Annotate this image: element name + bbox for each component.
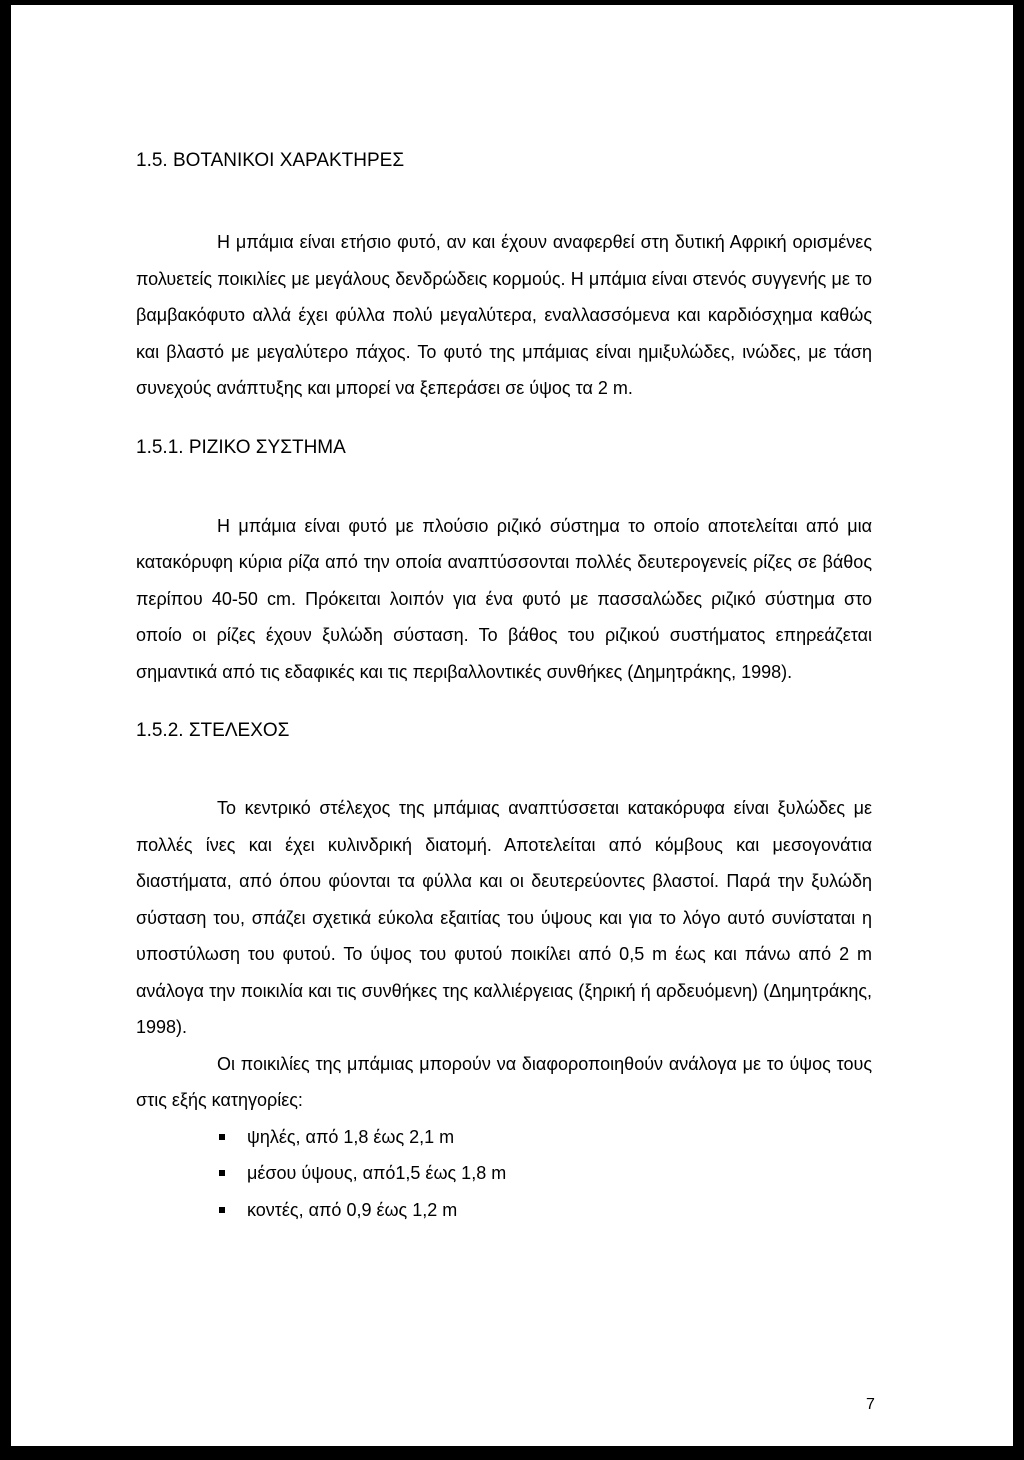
- subsection-heading-root: 1.5.1. ΡΙΖΙΚΟ ΣΥΣΤΗΜΑ: [136, 436, 346, 458]
- list-item: [136, 1119, 872, 1156]
- list-item-text: κοντές, από 0,9 έως 1,2 m: [247, 1199, 458, 1220]
- root-paragraph: Η μπάμια είναι φυτό με πλούσιο ριζικό σύστημα το οποίο αποτελείται από μια κατακόρυφη κύρια ρίζα από την οποία αναπτύσσονται πολλές δευτερογενείς ρίζες σε βάθος περίπου 40-50 cm. Πρόκειται λοιπόν για ένα φυτό με πασσαλώδες ριζικό σύστημα στο οποίο οι ρίζες έχουν ξυλώδη σύσταση. Το βάθος του ριζικού συστήματος επηρεάζεται σημαντικά από τις εδαφικές και τις περιβαλλοντικές συνθήκες (Δημητράκης, 1998).: [136, 515, 872, 682]
- section-heading-botanical: 1.5. ΒΟΤΑΝΙΚΟΙ ΧΑΡΑΚΤΗΡΕΣ: [136, 150, 405, 171]
- stem-paragraph: Το κεντρικό στέλεχος της μπάμιας αναπτύσσεται κατακόρυφα είναι ξυλώδες με πολλές ίνες και έχει κυλινδρική διατομή. Αποτελείται από κόμβους και μεσογονάτια διαστήματα, από όπου φύονται τα φύλλα και οι δευτερεύοντες βλαστοί. Παρά την ξυλώδη σύσταση του, σπάζει σχετικά εύκολα εξαιτίας του ύψους και για το λόγο αυτό συνίσταται η υποστύλωση του φυτού. Το ύψος του φυτού ποικίλει από 0,5 m έως και πάνω από 2 m ανάλογα την ποικιλία και τις συνθήκες της καλλιέργειας (ξηρική ή αρδευόμενη) (Δημητράκης, 1998).: [136, 798, 872, 1037]
- list-item: [136, 1155, 872, 1192]
- list-item: [136, 1192, 872, 1229]
- varieties-list: [136, 1119, 872, 1229]
- list-item-text: ψηλές, από 1,8 έως 2,1 m: [247, 1126, 455, 1147]
- square-bullet-icon: [219, 1134, 225, 1140]
- page-content: [136, 142, 872, 1228]
- square-bullet-icon: [219, 1170, 225, 1176]
- list-item-text: μέσου ύψους, από1,5 έως 1,8 m: [247, 1163, 507, 1183]
- document-page: [11, 5, 1013, 1446]
- page-number: 7: [866, 1396, 875, 1413]
- square-bullet-icon: [219, 1207, 225, 1213]
- varieties-paragraph: Οι ποικιλίες της μπάμιας μπορούν να διαφοροποιηθούν ανάλογα με το ύψος τους στις εξής κατηγορίες:: [136, 1053, 872, 1110]
- intro-paragraph: Η μπάμια είναι ετήσιο φυτό, αν και έχουν αναφερθεί στη δυτική Αφρική ορισμένες πολυετείς ποικιλίες με μεγάλους δενδρώδεις κορμούς. Η μπάμια είναι στενός συγγενής με το βαμβακόφυτο αλλά έχει φύλλα πολύ μεγαλύτερα, εναλλασσόμενα και καρδιόσχημα καθώς και βλαστό με μεγαλύτερο πάχος. Το φυτό της μπάμιας είναι ημιξυλώδες, ινώδες, με τάση συνεχούς ανάπτυξης και μπορεί να ξεπεράσει σε ύψος τα 2 m.: [136, 232, 872, 398]
- subsection-heading-stem: 1.5.2. ΣΤΕΛΕΧΟΣ: [136, 720, 290, 741]
